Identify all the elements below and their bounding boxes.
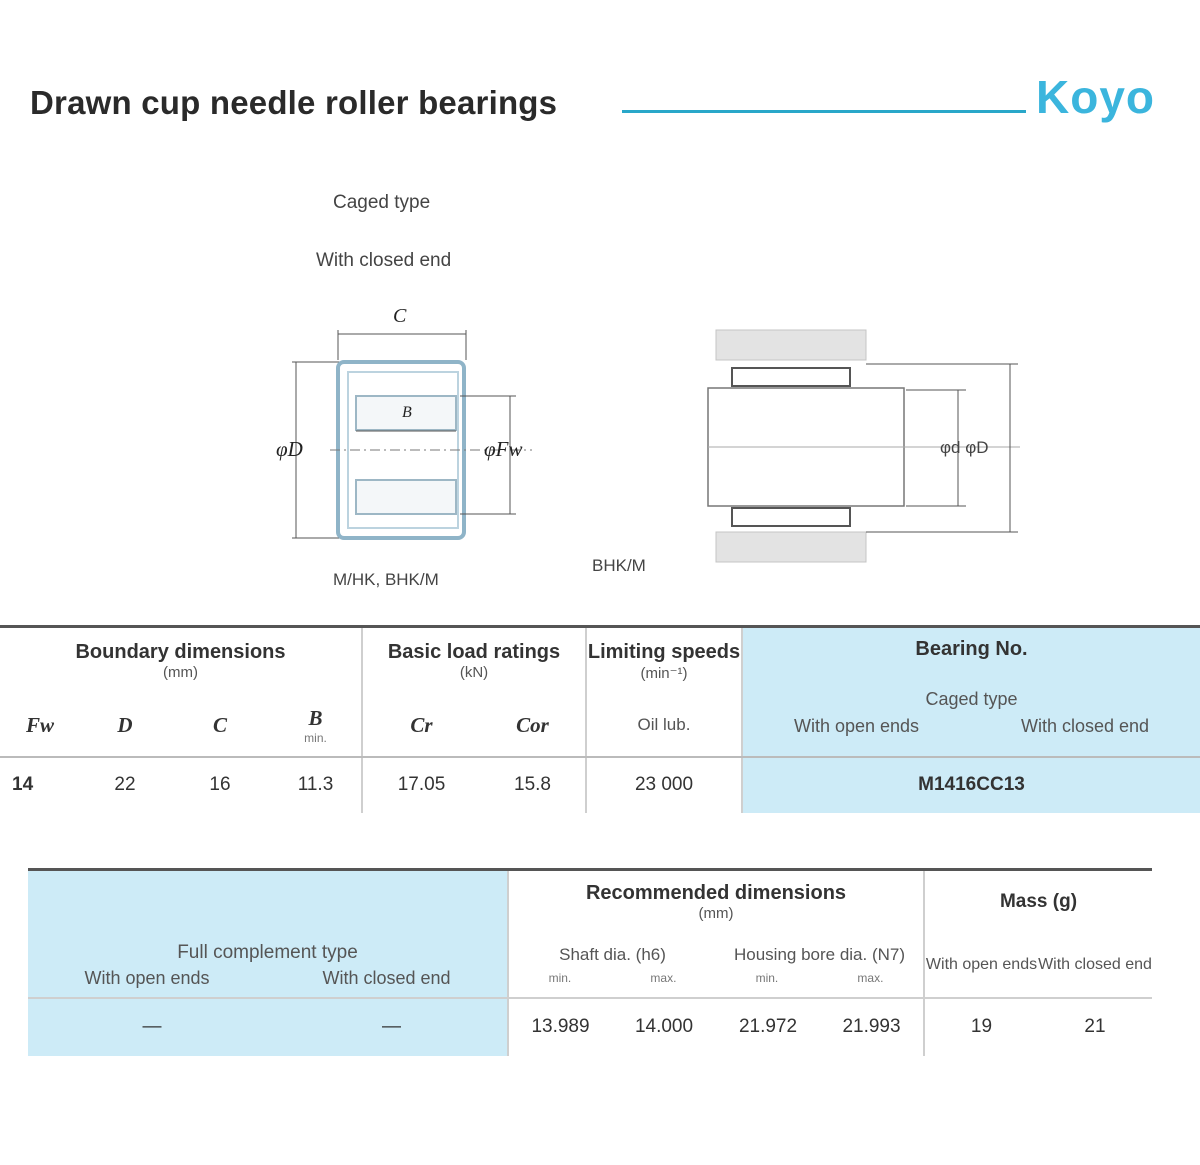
page-title: Drawn cup needle roller bearings — [30, 84, 558, 121]
label-right-series: BHK/M — [592, 556, 646, 575]
group-mount: Recommended dimensions (mm) — [508, 870, 924, 934]
group-boundary: Boundary dimensions (mm) — [0, 627, 362, 695]
caption-variant: With closed end — [316, 250, 452, 271]
label-d: φD — [276, 437, 303, 461]
sym-cor: Cor — [480, 695, 586, 757]
label-fw: φFw — [484, 437, 523, 461]
caption-type: Caged type — [333, 192, 431, 213]
mass-closed-header: With closed end — [1038, 934, 1152, 998]
table-row: 14 22 16 11.3 17.05 15.8 23 000 M1416CC13 — [0, 757, 1200, 813]
fc-col-closed: With closed end — [322, 967, 451, 988]
fc-col-open: With open ends — [84, 967, 210, 988]
sym-cr: Cr — [362, 695, 480, 757]
shaft-header: Shaft dia. (h6) min. max. — [508, 934, 716, 998]
title-rule — [622, 110, 1026, 113]
group-full-complement: Full complement type With open ends With closed end — [28, 870, 508, 998]
label-b: B — [402, 404, 412, 421]
sym-d: D — [80, 695, 170, 757]
brand-logo: Koyo — [1036, 71, 1155, 123]
group-mass: Mass (g) — [999, 891, 1078, 913]
label-left-series: M/HK, BHK/M — [333, 570, 439, 589]
sym-c: C — [170, 695, 270, 757]
col-closed: With closed end — [1020, 716, 1150, 736]
sym-fw: Fw — [0, 695, 80, 757]
bearing-section-drawing — [270, 300, 540, 550]
bearing-number: M1416CC13 — [742, 757, 1200, 813]
group-speed: Limiting speeds (min⁻¹) — [586, 627, 742, 695]
sym-oil: Oil lub. — [586, 695, 742, 757]
housing-header: Housing bore dia. (N7) min. max. — [716, 934, 924, 998]
sym-b: B min. — [270, 695, 362, 757]
label-c: C — [393, 305, 407, 327]
group-load: Basic load ratings (kN) — [362, 627, 586, 695]
col-open: With open ends — [793, 716, 920, 736]
group-bearing: Bearing No. Caged type With open ends With closed end — [742, 627, 1200, 757]
spec-table-2 — [28, 868, 1152, 1056]
table-row: — — 13.989 14.000 21.972 21.993 19 21 — [28, 998, 1152, 1056]
mass-open-header: With open ends — [924, 934, 1038, 998]
label-right-dims: φd φD — [940, 438, 989, 457]
spec-table-1 — [0, 625, 1200, 813]
